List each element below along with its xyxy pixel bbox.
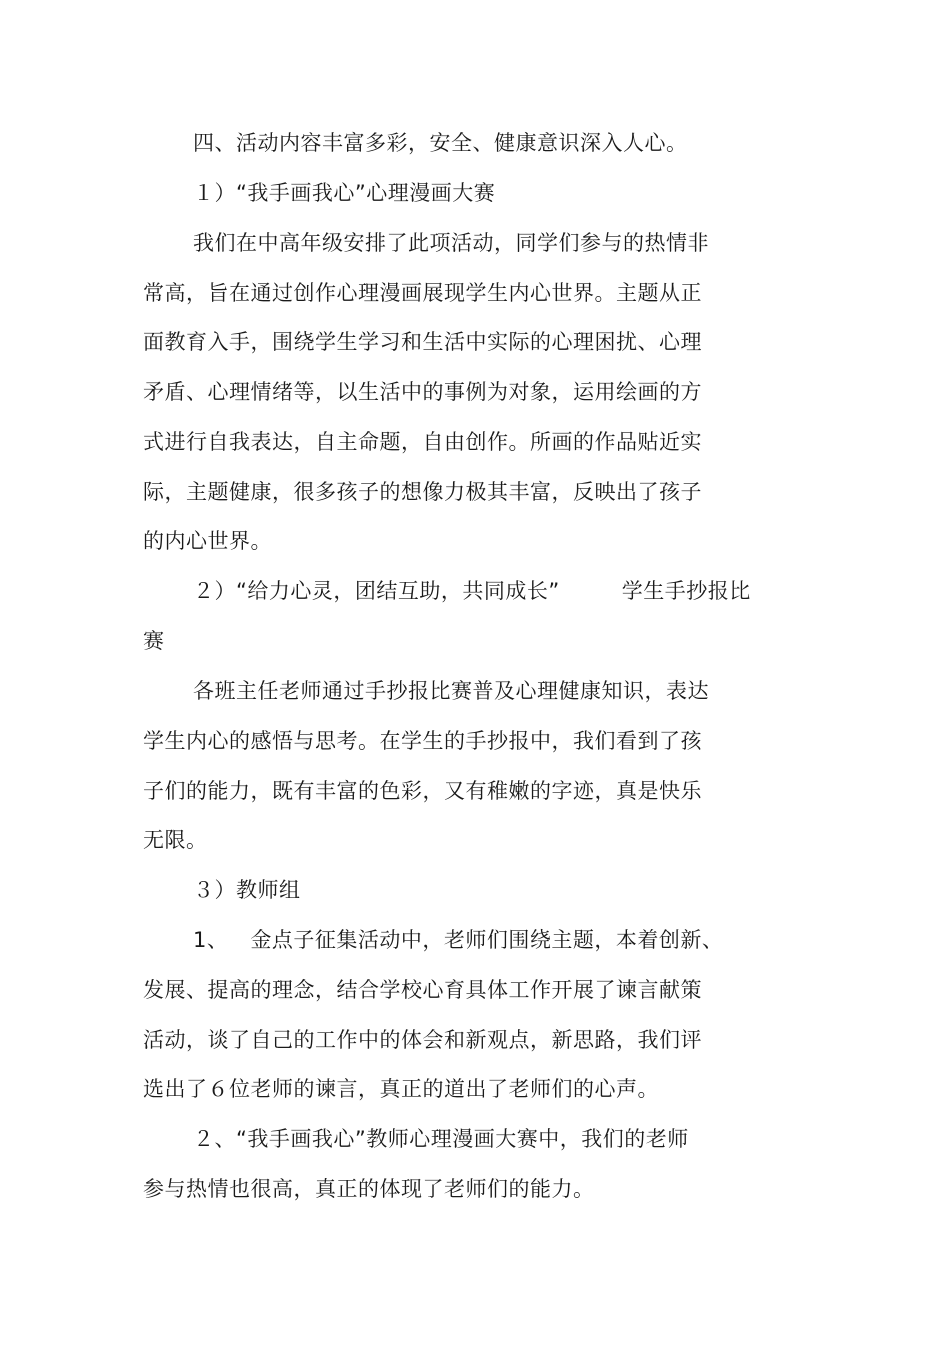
item3-sub1-line-2: 发展、提高的理念，结合学校心育具体工作开展了谏言献策: [143, 978, 702, 1002]
item1-line-4: 矛盾、心理情绪等，以生活中的事例为对象，运用绘画的方: [143, 380, 702, 404]
item3-sub2-line-1: ２、“我手画我心”教师心理漫画大赛中，我们的老师: [193, 1127, 689, 1151]
item3-sub1-number: 1、: [193, 928, 229, 952]
item1-line-3: 面教育入手，围绕学生学习和生活中实际的心理困扰、心理: [143, 330, 702, 354]
item3-sub2-line-2: 参与热情也很高，真正的体现了老师们的能力。: [143, 1177, 595, 1201]
item3-sub1-line-3: 活动，谈了自己的工作中的体会和新观点，新思路，我们评: [143, 1028, 702, 1052]
item2-line-3: 子们的能力，既有丰富的色彩，又有稚嫩的字迹，真是快乐: [143, 779, 702, 803]
item2-title-continued: 赛: [143, 629, 165, 653]
item1-title: １）“我手画我心”心理漫画大赛: [193, 181, 496, 205]
item2-line-4: 无限。: [143, 828, 208, 852]
item3-title: ３）教师组: [193, 878, 301, 902]
item1-line-1: 我们在中高年级安排了此项活动，同学们参与的热情非: [193, 231, 709, 255]
item2-title: [193, 577, 751, 605]
item3-sub1-text: 金点子征集活动中，老师们围绕主题，本着创新、: [250, 928, 724, 952]
item2-title-part1: ２）“给力心灵，团结互助，共同成长”: [193, 579, 560, 603]
item1-line-6: 际，主题健康，很多孩子的想像力极其丰富，反映出了孩子: [143, 480, 702, 504]
item1-line-7: 的内心世界。: [143, 529, 272, 553]
item1-line-2: 常高，旨在通过创作心理漫画展现学生内心世界。主题从正: [143, 281, 702, 305]
item1-line-5: 式进行自我表达，自主命题，自由创作。所画的作品贴近实: [143, 430, 702, 454]
item3-sub1-line-4: 选出了６位老师的谏言，真正的道出了老师们的心声。: [143, 1077, 659, 1101]
item2-line-1: 各班主任老师通过手抄报比赛普及心理健康知识，表达: [193, 679, 709, 703]
item2-line-2: 学生内心的感悟与思考。在学生的手抄报中，我们看到了孩: [143, 729, 702, 753]
item2-title-part2: 学生手抄报比: [621, 579, 751, 603]
section-heading: 四、活动内容丰富多彩，安全、健康意识深入人心。: [193, 131, 688, 155]
item3-sub1-line-1: [193, 926, 723, 954]
